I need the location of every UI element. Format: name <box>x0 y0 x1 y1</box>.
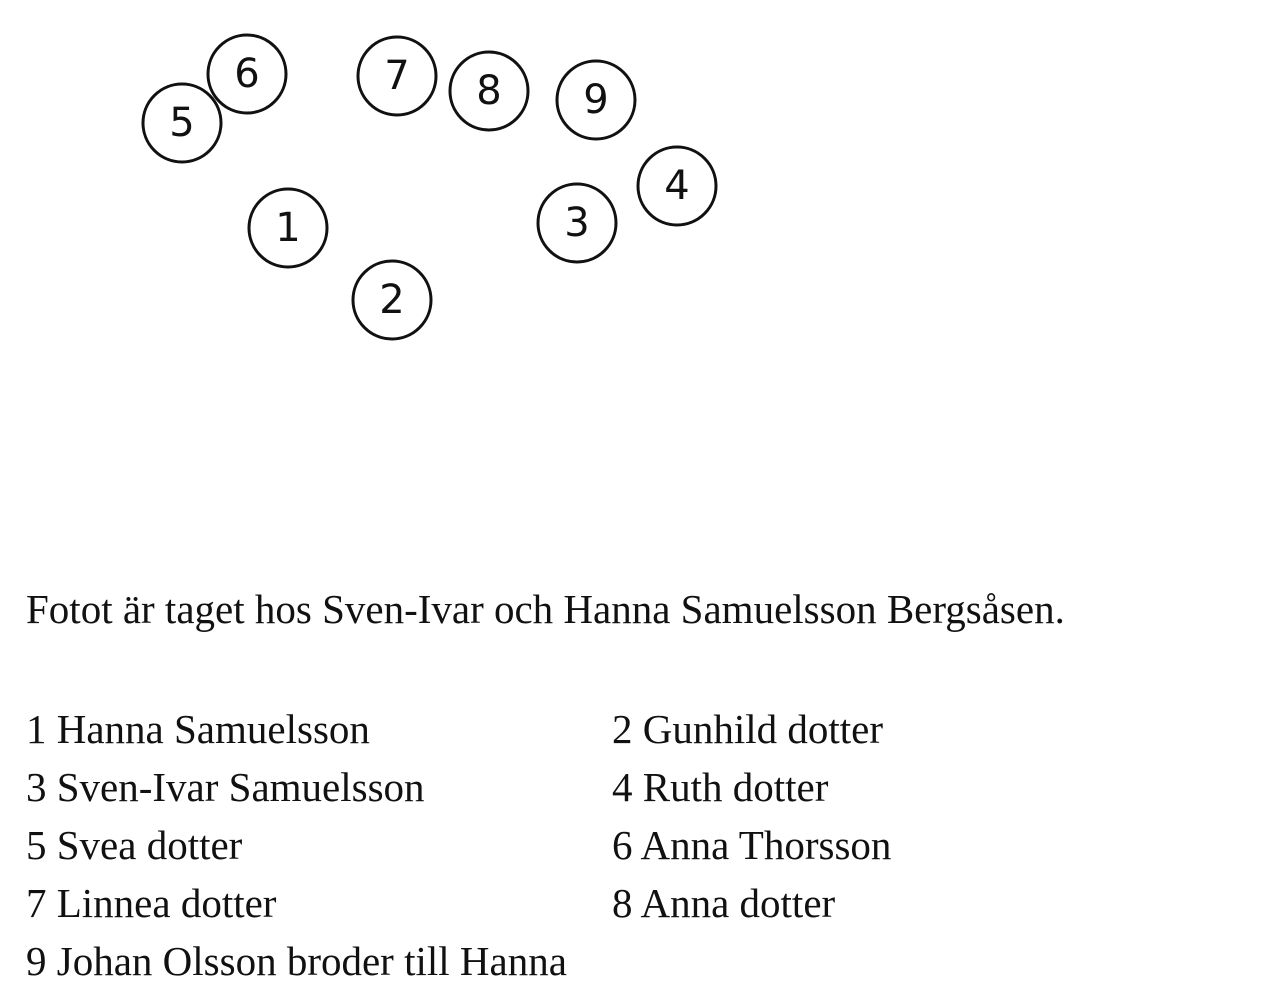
legend-entry: 9 Johan Olsson broder till Hanna <box>26 938 567 984</box>
position-diagram <box>0 0 1279 360</box>
legend-entry: 2 Gunhild dotter <box>612 706 884 752</box>
marker-number: 3 <box>564 200 590 246</box>
position-marker-9 <box>557 61 635 139</box>
position-marker-6 <box>208 35 286 113</box>
position-marker-7 <box>358 37 436 115</box>
legend-row <box>26 874 1226 932</box>
marker-number: 1 <box>275 205 301 251</box>
photo-caption: Fotot är taget hos Sven-Ivar och Hanna Samuelsson Bergsåsen. <box>26 586 1065 632</box>
marker-number: 7 <box>384 53 410 99</box>
legend-entry: 7 Linnea dotter <box>26 880 277 926</box>
legend-entry: 5 Svea dotter <box>26 822 243 868</box>
legend-entry: 6 Anna Thorsson <box>612 822 892 868</box>
marker-number: 2 <box>379 277 405 323</box>
legend-entry: 8 Anna dotter <box>612 880 836 926</box>
legend-row <box>26 816 1226 874</box>
position-marker-3 <box>538 184 616 262</box>
position-marker-2 <box>353 261 431 339</box>
legend-entry: 4 Ruth dotter <box>612 764 829 810</box>
marker-number: 6 <box>234 51 260 97</box>
legend-row <box>26 932 1226 990</box>
marker-number: 9 <box>583 77 609 123</box>
marker-number: 8 <box>476 68 502 114</box>
marker-number: 5 <box>169 100 195 146</box>
position-marker-1 <box>249 189 327 267</box>
position-marker-4 <box>638 147 716 225</box>
position-marker-5 <box>143 84 221 162</box>
legend-row <box>26 758 1226 816</box>
legend-entry: 3 Sven-Ivar Samuelsson <box>26 764 425 810</box>
marker-number: 4 <box>664 163 690 209</box>
legend-entry: 1 Hanna Samuelsson <box>26 706 370 752</box>
name-legend <box>26 700 1226 990</box>
legend-row <box>26 700 1226 758</box>
position-marker-8 <box>450 52 528 130</box>
